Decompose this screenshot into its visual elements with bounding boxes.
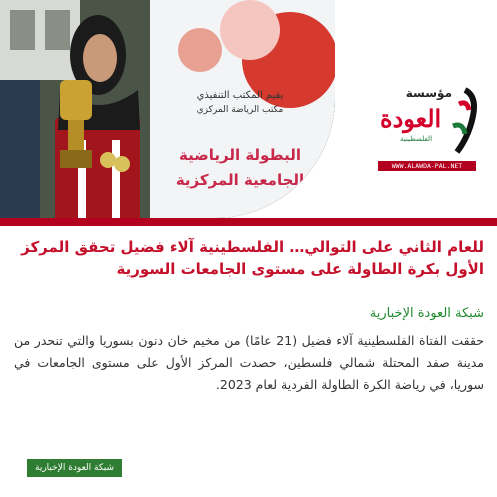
poster-title-1: البطولة الرياضية xyxy=(179,146,301,164)
accent-divider xyxy=(0,218,497,226)
headline: للعام الثاني على التوالي… الفلسطينية آلاء فضيل تحقق المركز الأول بكرة الطاولة على مستوى الجامعات السورية xyxy=(21,238,484,278)
poster-line-1: يقيم المكتب التنفيذي xyxy=(196,90,284,101)
logo-emblem-icon xyxy=(447,86,481,156)
source-label: شبكة العودة الإخبارية xyxy=(369,306,484,321)
logo-url: WWW.ALAWDA-PAL.NET xyxy=(378,161,476,171)
footer-source-tag: شبكة العودة الإخبارية xyxy=(27,459,122,477)
poster-line-2: مكتب الرياضة المركزي xyxy=(196,105,284,115)
athlete-with-trophy-image xyxy=(0,0,335,218)
poster-title-2: الجامعية المركزية xyxy=(175,171,305,189)
hero-photo xyxy=(0,0,335,218)
logo-mark: العودة xyxy=(380,104,442,133)
article-body: حققت الفتاة الفلسطينية آلاء فضيل (21 عامًا) من مخيم خان دنون بسوريا والتي تنحدر من مدينة صفد المحتلة شمالي فلسطين، حصدت المركز الأول على مستوى الجامعات في سوريا، في رياضة الكرة الطاولة الفردية لعام 2023. xyxy=(14,333,485,392)
logo-subtitle: الفلسطينية xyxy=(400,135,433,143)
logo-title: مؤسسة xyxy=(405,86,452,100)
